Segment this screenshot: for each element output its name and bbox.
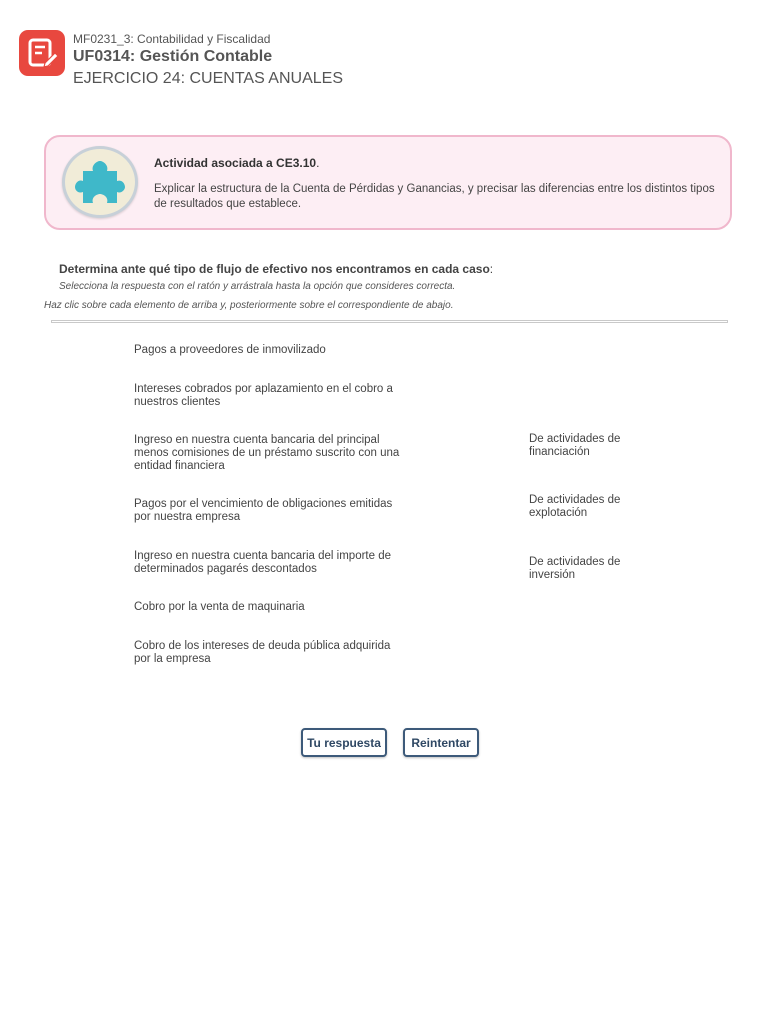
course-title: MF0231_3: Contabilidad y Fiscalidad (73, 32, 271, 46)
activity-panel (44, 135, 732, 230)
drop-target-financiacion[interactable]: De actividades de financiación (529, 433, 621, 458)
page-header (73, 32, 343, 90)
hint-click: Haz clic sobre cada elemento de arriba y, posteriormente sobre el correspondiente de abajo. (44, 300, 454, 311)
answer-button[interactable]: Tu respuesta (301, 728, 387, 757)
draggable-item[interactable]: Cobro de los intereses de deuda pública adquirida por la empresa (134, 640, 391, 665)
activity-description: Explicar la estructura de la Cuenta de Pérdidas y Ganancias, y precisar las diferencias entre los distintos tipos de resultados que establece. (154, 183, 715, 210)
instruction-text: Determina ante qué tipo de flujo de efectivo nos encontramos en cada caso: (59, 262, 494, 276)
draggable-item[interactable]: Ingreso en nuestra cuenta bancaria del importe de determinados pagarés descontados (134, 550, 391, 575)
drop-target-explotacion[interactable]: De actividades de explotación (529, 494, 621, 519)
draggable-item[interactable]: Ingreso en nuestra cuenta bancaria del principal menos comisiones de un préstamo suscrito con una entidad financiera (134, 434, 400, 472)
hint-drag: Selecciona la respuesta con el ratón y arrástrala hasta la opción que consideres correcta. (59, 281, 456, 292)
app-logo (19, 30, 65, 76)
puzzle-piece-icon (75, 159, 125, 205)
draggable-item[interactable]: Intereses cobrados por aplazamiento en el cobro a nuestros clientes (134, 383, 393, 408)
exercise-title: EJERCICIO 24: CUENTAS ANUALES (73, 70, 343, 87)
edit-document-icon (25, 36, 59, 70)
retry-button[interactable]: Reintentar (403, 728, 479, 757)
draggable-item[interactable]: Pagos a proveedores de inmovilizado (134, 344, 326, 356)
activity-title: Actividad asociada a CE3.10. (154, 156, 320, 170)
draggable-item[interactable]: Cobro por la venta de maquinaria (134, 601, 305, 613)
divider (51, 320, 728, 323)
unit-title: UF0314: Gestión Contable (73, 48, 273, 65)
drop-target-inversion[interactable]: De actividades de inversión (529, 556, 621, 581)
draggable-item[interactable]: Pagos por el vencimiento de obligaciones emitidas por nuestra empresa (134, 498, 393, 523)
activity-badge (62, 146, 138, 218)
